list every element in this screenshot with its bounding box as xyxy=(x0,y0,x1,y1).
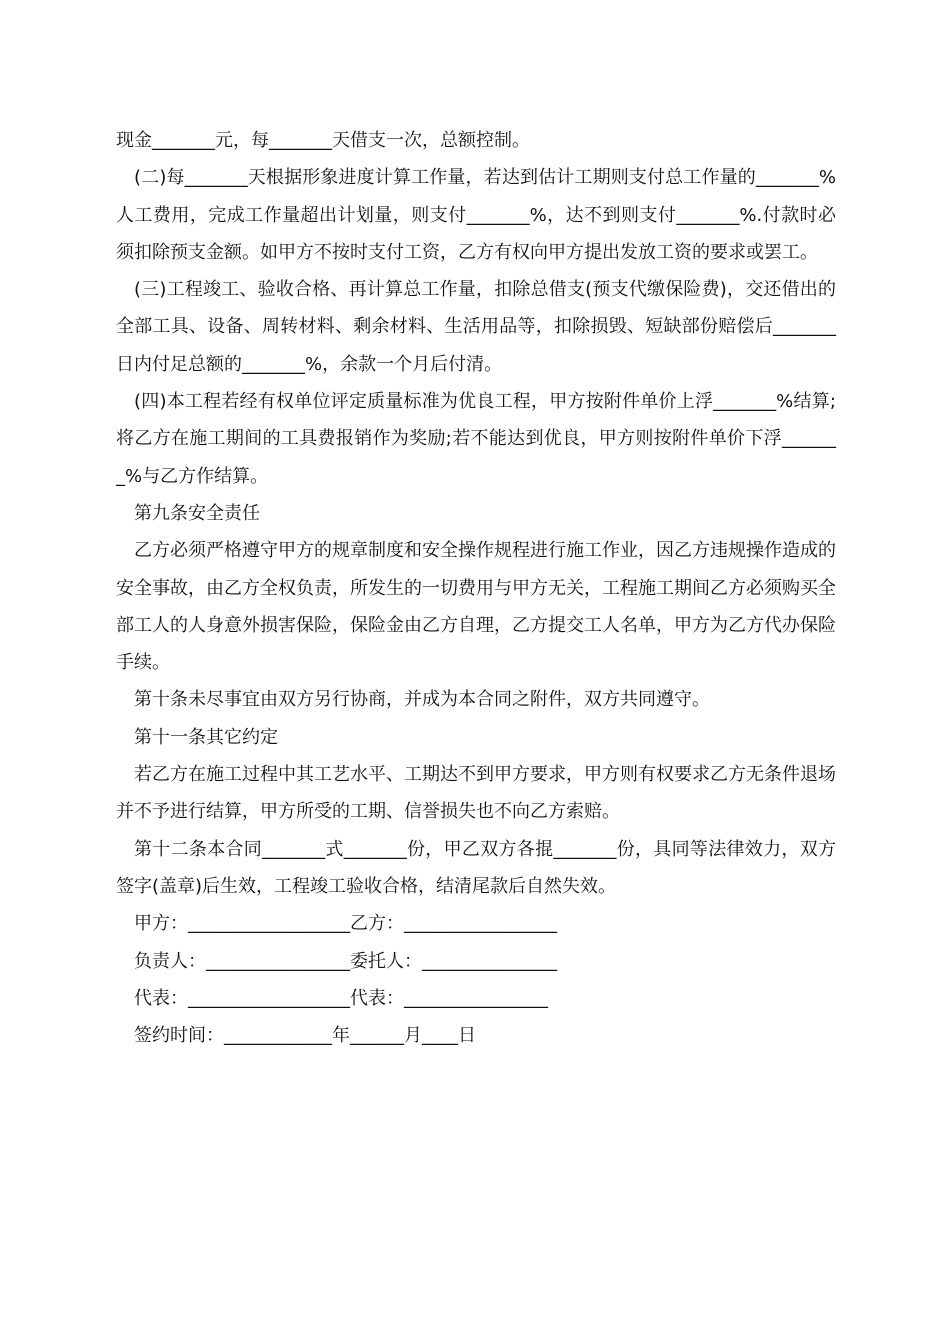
paragraph-other-terms: 若乙方在施工过程中其工艺水平、工期达不到甲方要求，甲方则有权要求乙方无条件退场并不予进行结算，甲方所受的工期、信誉损失也不向乙方索赔。 xyxy=(116,764,836,823)
signature-party-a-b: 甲方：__________________乙方：_________________ xyxy=(134,913,557,935)
paragraph-clause-2: (二)每_______天根据形象进度计算工作量，若达到估计工期则支付总工作量的_______%人工费用，完成工作量超出计划量，则支付_______%，达不到则支付_______%.付款时必须扣除预支金额。如甲方不按时支付工资，乙方有权向甲方提出发放工资的要求或罢工。 xyxy=(116,167,836,263)
signature-responsible-person: 负责人：________________委托人：_______________ xyxy=(134,950,557,972)
paragraph-clause-4: (四)本工程若经有权单位评定质量标准为优良工程，甲方按附件单价上浮_______%结算;将乙方在施工期间的工具费报销作为奖励;若不能达到优良，甲方则按附件单价下浮_______%与乙方作结算。 xyxy=(116,391,836,487)
signature-representatives: 代表：__________________代表：________________ xyxy=(134,987,548,1009)
paragraph-clause-3: (三)工程竣工、验收合格、再计算总工作量，扣除总借支(预支代缴保险费)，交还借出的全部工具、设备、周转材料、剩余材料、生活用品等，扣除损毁、短缺部份赔偿后_______日内付足总额的_______%，余款一个月后付清。 xyxy=(116,279,836,375)
paragraph-article-10: 第十条未尽事宜由双方另行协商，并成为本合同之附件，双方共同遵守。 xyxy=(134,689,710,711)
heading-article-9: 第九条安全责任 xyxy=(134,502,260,524)
heading-article-11: 第十一条其它约定 xyxy=(134,726,278,748)
document-body xyxy=(116,122,836,1054)
paragraph-cash-advance: 现金_______元，每_______天借支一次，总额控制。 xyxy=(116,130,530,151)
paragraph-article-12: 第十二条本合同_______式_______份，甲乙双方各掍_______份，具同等法律效力，双方签字(盖章)后生效，工程竣工验收合格，结清尾款后自然失效。 xyxy=(116,838,836,897)
signature-date: 签约时间：____________年______月____日 xyxy=(134,1025,476,1047)
paragraph-safety: 乙方必须严格遵守甲方的规章制度和安全操作规程进行施工作业，因乙方违规操作造成的安全事故，由乙方全权负责，所发生的一切费用与甲方无关，工程施工期间乙方必须购买全部工人的人身意外损害保险，保险金由乙方自理，乙方提交工人名单，甲方为乙方代办保险手续。 xyxy=(116,540,836,674)
